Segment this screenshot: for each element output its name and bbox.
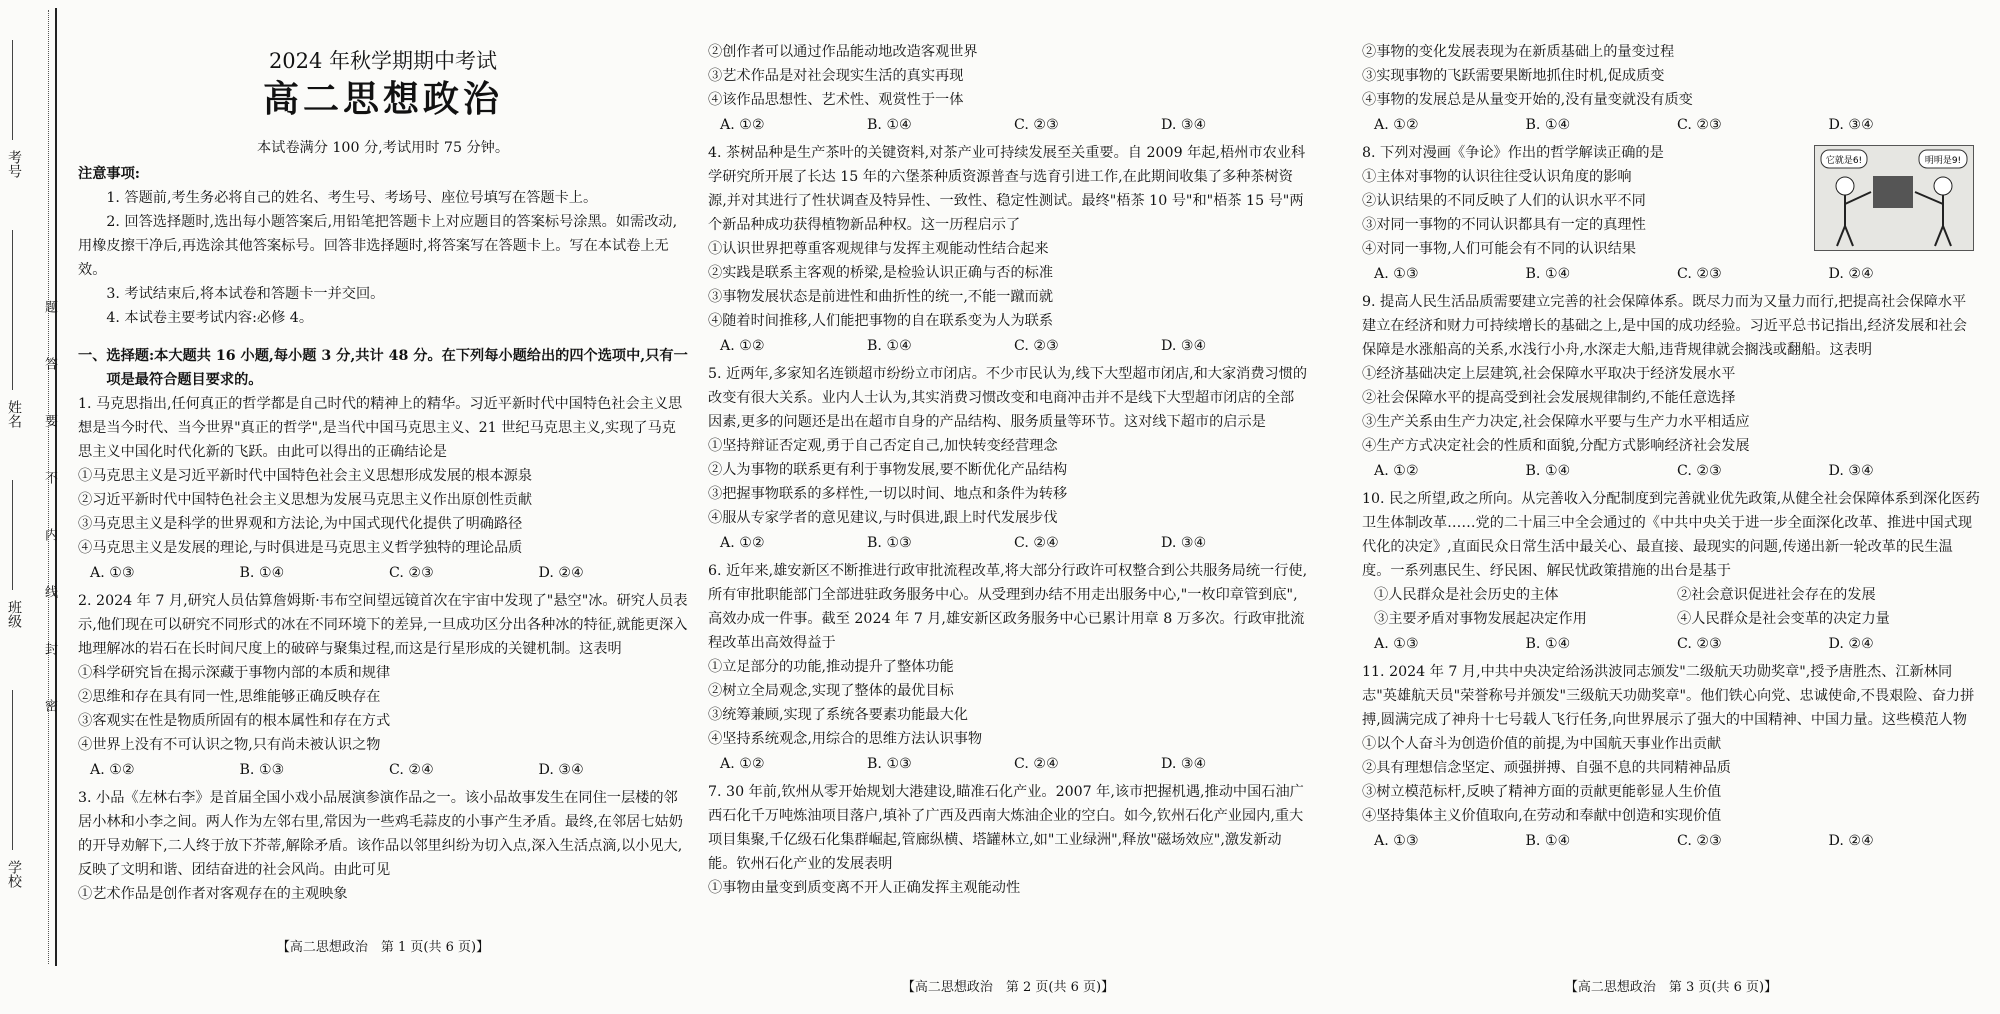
margin-school-label: 学校 xyxy=(6,860,22,888)
option-c: C. ②③ xyxy=(1677,266,1722,282)
q8-item: ②认识结果的不同反映了人们的认识水平不同 xyxy=(1362,193,1646,209)
q1-item: ①马克思主义是习近平新时代中国特色社会主义思想形成发展的根本源泉 xyxy=(78,468,533,484)
margin-school-line xyxy=(12,690,14,850)
q8-item: ③对同一事物的不同认识都具有一定的真理性 xyxy=(1362,217,1646,233)
question-8-block xyxy=(1362,141,1980,286)
q9-item: ②社会保障水平的提高受到社会发展规律制约,不能任意选择 xyxy=(1362,390,1736,406)
exam-year-title: 2024 年秋学期期中考试 xyxy=(268,49,498,73)
question-6-stem: 6. 近年来,雄安新区不断推进行政审批流程改革,将大部分行政许可权整合到公共服务局统一行使,所有审批职能部门全部进驻政务服务中心。从受理到办结不用走出服务中心,"一枚印章管到底",高效办成一件事。截至 2024 年 7 月,雄安新区政务服务中心已累计用章 8 万多次。行政审批流程改革出高效得益于 xyxy=(708,563,1308,651)
margin-class-label: 班级 xyxy=(6,600,22,628)
margin-seal-text xyxy=(40,300,59,756)
q11-item: ②具有理想信念坚定、顽强拼搏、自强不息的共同精神品质 xyxy=(1362,760,1731,776)
q10-items xyxy=(1374,583,1980,631)
option-a: A. ①② xyxy=(1374,463,1419,479)
margin-exam-no-line xyxy=(12,40,14,140)
q5-item: ①坚持辩证否定观,勇于自己否定自己,加快转变经营理念 xyxy=(708,438,1058,454)
q10-item: ①人民群众是社会历史的主体 xyxy=(1374,587,1559,603)
notes-heading: 注意事项: xyxy=(78,166,140,182)
cartoon-left-bubble: 它就是6! xyxy=(1825,156,1863,166)
q7-item: ②事物的变化发展表现为在新质基础上的量变过程 xyxy=(1362,44,1675,60)
q8-options xyxy=(1374,262,1980,286)
option-b: B. ①④ xyxy=(867,338,912,354)
q9-item: ③生产关系由生产力决定,社会保障水平要与生产力水平相适应 xyxy=(1362,414,1750,430)
seal-char: 内 xyxy=(42,528,57,585)
option-d: D. ③④ xyxy=(1161,117,1207,133)
q2-options xyxy=(90,758,688,782)
option-d: D. ②④ xyxy=(1828,833,1874,849)
question-2-stem: 2. 2024 年 7 月,研究人员估算詹姆斯·韦布空间望远镜首次在宇宙中发现了"悬空"冰。研究人员表示,他们现在可以研究不同形式的冰在不同环境下的差异,一旦成功区分出各种冰的特征,就能更深入地理解冰的岩石在长时间尺度上的破碎与聚集过程,而这是行星形成的关键机制。这表明 xyxy=(78,593,688,657)
note-item: 4. 本试卷主要考试内容:必修 4。 xyxy=(106,310,314,326)
question-10-stem: 10. 民之所望,政之所向。从完善收入分配制度到完善就业优先政策,从健全社会保障体系到深化医药卫生体制改革……党的二十届三中全会通过的《中共中央关于进一步全面深化改革、推进中国式现代化的决定》,直面民众日常生活中最关心、最直接、最现实的问题,传递出新一轮改革的民生温度。一系列惠民生、纾民困、解民忧政策措施的出台是基于 xyxy=(1362,491,1980,579)
option-a: A. ①③ xyxy=(1374,266,1419,282)
q6-item: ②树立全局观念,实现了整体的最优目标 xyxy=(708,683,954,699)
q5-item: ②人为事物的联系更有利于事物发展,要不断优化产品结构 xyxy=(708,462,1068,478)
option-d: D. ②④ xyxy=(538,565,584,581)
q3-options xyxy=(720,113,1308,137)
option-a: A. ①③ xyxy=(90,565,135,581)
option-c: C. ②③ xyxy=(389,565,434,581)
q5-options xyxy=(720,531,1308,555)
q8-item: ④对同一事物,人们可能会有不同的认识结果 xyxy=(1362,241,1637,257)
q7-item: ③实现事物的飞跃需要果断地抓住时机,促成质变 xyxy=(1362,68,1665,84)
cartoon-dispute-image xyxy=(1814,145,1974,251)
q4-options xyxy=(720,334,1308,358)
option-b: B. ①④ xyxy=(239,565,285,581)
exam-info: 本试卷满分 100 分,考试用时 75 分钟。 xyxy=(256,140,510,156)
option-d: D. ③④ xyxy=(1161,338,1207,354)
seal-char: 题 xyxy=(42,300,57,357)
q3-item: ①艺术作品是创作者对客观存在的主观映象 xyxy=(78,886,348,902)
q2-item: ③客观实在性是物质所固有的根本属性和存在方式 xyxy=(78,713,391,729)
page-2-footer: 【高二思想政治 第 2 页(共 6 页)】 xyxy=(901,980,1115,995)
seal-char: 密 xyxy=(42,699,57,756)
page-1-column xyxy=(78,0,688,974)
option-d: D. ③④ xyxy=(538,762,584,778)
option-c: C. ②③ xyxy=(1677,636,1722,652)
page-2-column xyxy=(708,0,1308,1014)
option-b: B. ①③ xyxy=(239,762,285,778)
option-d: D. ②④ xyxy=(1828,266,1874,282)
q1-item: ③马克思主义是科学的世界观和方法论,为中国式现代化提供了明确路径 xyxy=(78,516,523,532)
note-item: 2. 回答选择题时,选出每小题答案后,用铅笔把答题卡上对应题目的答案标号涂黑。如需改动,用橡皮擦干净后,再选涂其他答案标号。回答非选择题时,将答案写在答题卡上。写在本试卷上无效。 xyxy=(78,214,678,278)
seal-char: 线 xyxy=(42,585,57,642)
option-a: A. ①③ xyxy=(1374,636,1419,652)
q2-item: ②思维和存在具有同一性,思维能够正确反映存在 xyxy=(78,689,381,705)
binding-margin xyxy=(0,0,62,974)
cartoon-drawing xyxy=(1815,146,1973,250)
cartoon-right-bubble: 明明是9! xyxy=(1924,156,1962,166)
margin-name-line xyxy=(12,230,14,390)
q1-item: ②习近平新时代中国特色社会主义思想为发展马克思主义作出原创性贡献 xyxy=(78,492,533,508)
q10-item: ③主要矛盾对事物发展起决定作用 xyxy=(1374,611,1587,627)
q2-item: ①科学研究旨在揭示深藏于事物内部的本质和规律 xyxy=(78,665,391,681)
q5-item: ④服从专家学者的意见建议,与时俱进,跟上时代发展步伐 xyxy=(708,510,1058,526)
page-1-footer: 【高二思想政治 第 1 页(共 6 页)】 xyxy=(276,940,490,955)
question-11-stem: 11. 2024 年 7 月,中共中央决定给汤洪波同志颁发"二级航天功勋奖章",授予唐胜杰、江新林同志"英雄航天员"荣誉称号并颁发"三级航天功勋奖章"。他们铁心向党、忠诚使命,不畏艰险、奋力拼搏,圆满完成了神舟十七号载人飞行任务,向世界展示了强大的中国精神、中国力量。这些模范人物 xyxy=(1362,664,1975,728)
option-c: C. ②④ xyxy=(389,762,434,778)
option-a: A. ①② xyxy=(1374,117,1419,133)
option-d: D. ③④ xyxy=(1161,535,1207,551)
option-a: A. ①② xyxy=(720,535,765,551)
q10-item: ②社会意识促进社会存在的发展 xyxy=(1677,587,1876,603)
q4-item: ②实践是联系主客观的桥梁,是检验认识正确与否的标准 xyxy=(708,265,1054,281)
question-1-stem: 1. 马克思指出,任何真正的哲学都是自己时代的精神上的精华。习近平新时代中国特色社会主义思想是当今时代、当今世界"真正的哲学",是当代中国马克思主义、21 世纪马克思主义,实现了马克思主义中国化时代化新的飞跃。由此可以得出的正确结论是 xyxy=(78,396,683,460)
option-b: B. ①④ xyxy=(867,117,912,133)
note-item: 3. 考试结束后,将本试卷和答题卡一并交回。 xyxy=(106,286,385,302)
q4-item: ①认识世界把尊重客观规律与发挥主观能动性结合起来 xyxy=(708,241,1049,257)
question-5-stem: 5. 近两年,多家知名连锁超市纷纷立市闭店。不少市民认为,线下大型超市闭店,和大家消费习惯的改变有很大关系。业内人士认为,其实消费习惯改变和电商冲击并不是线下大型超市闭店的全部因素,更多的问题还是出在超市自身的产品结构、服务质量等环节。这对线下超市的启示是 xyxy=(708,366,1308,430)
q2-item: ④世界上没有不可认识之物,只有尚未被认识之物 xyxy=(78,737,381,753)
question-4-stem: 4. 茶树品种是生产茶叶的关键资料,对茶产业可持续发展至关重要。自 2009 年起,梧州市农业科学研究所开展了长达 15 年的六堡茶种质资源普查与选育引进工作,在此期间收集了多种茶树资源,并对其进行了性状调查及特异性、一致性、稳定性测试。最终"梧茶 10 号"和"梧茶 15 号"两个新品种成功获得植物新品种权。这一历程启示了 xyxy=(708,145,1306,233)
option-c: C. ②④ xyxy=(1014,535,1059,551)
option-d: D. ②④ xyxy=(1828,636,1874,652)
q9-options xyxy=(1374,459,1980,483)
option-a: A. ①③ xyxy=(1374,833,1419,849)
q7-item: ④事物的发展总是从量变开始的,没有量变就没有质变 xyxy=(1362,92,1693,108)
option-c: C. ②③ xyxy=(1677,117,1722,133)
q3-item: ②创作者可以通过作品能动地改造客观世界 xyxy=(708,44,978,60)
note-item: 1. 答题前,考生务必将自己的姓名、考生号、考场号、座位号填写在答题卡上。 xyxy=(106,190,598,206)
q11-item: ④坚持集体主义价值取向,在劳动和奉献中创造和实现价值 xyxy=(1362,808,1722,824)
question-9-stem: 9. 提高人民生活品质需要建立完善的社会保障体系。既尽力而为又量力而行,把提高社会保障水平建立在经济和财力可持续增长的基础之上,是中国的成功经验。习近平总书记指出,经济发展和社会保障是水涨船高的关系,水浅行小舟,水深走大船,违背规律就会搁浅或翻船。这表明 xyxy=(1362,294,1967,358)
option-b: B. ①④ xyxy=(1525,117,1571,133)
page-3-column xyxy=(1362,0,1980,1014)
option-a: A. ①② xyxy=(720,338,765,354)
margin-name-label: 姓名 xyxy=(6,400,22,428)
option-c: C. ②④ xyxy=(1014,756,1059,772)
seal-char: 不 xyxy=(42,471,57,528)
q6-item: ④坚持系统观念,用综合的思维方法认识事物 xyxy=(708,731,983,747)
q4-item: ③事物发展状态是前进性和曲折性的统一,不能一蹴而就 xyxy=(708,289,1054,305)
q7-options xyxy=(1374,113,1980,137)
margin-class-line xyxy=(12,480,14,590)
option-c: C. ②③ xyxy=(1677,463,1722,479)
question-7-stem: 7. 30 年前,钦州从零开始规划大港建设,瞄准石化产业。2007 年,该市把握机遇,推动中国石油广西石化千万吨炼油项目落户,填补了广西及西南大炼油企业的空白。如今,钦州石化产业园内,重大项目集聚,千亿级石化集群崛起,管廊纵横、塔罐林立,如"工业绿洲",释放"磁场效应",激发新动能。钦州石化产业的发展表明 xyxy=(708,784,1304,872)
option-b: B. ①④ xyxy=(1525,636,1571,652)
q7-item: ①事物由量变到质变离不开人正确发挥主观能动性 xyxy=(708,880,1021,896)
option-c: C. ②③ xyxy=(1014,338,1059,354)
q11-options xyxy=(1374,829,1980,853)
option-c: C. ②③ xyxy=(1677,833,1722,849)
option-b: B. ①④ xyxy=(1525,266,1571,282)
option-b: B. ①④ xyxy=(1525,833,1571,849)
margin-exam-no-label: 考号 xyxy=(6,150,22,178)
q9-item: ④生产方式决定社会的性质和面貌,分配方式影响经济社会发展 xyxy=(1362,438,1750,454)
question-8-stem: 8. 下列对漫画《争论》作出的哲学解读正确的是 xyxy=(1362,145,1664,161)
q6-item: ③统筹兼顾,实现了系统各要素功能最大化 xyxy=(708,707,968,723)
option-b: B. ①③ xyxy=(867,756,912,772)
q11-item: ①以个人奋斗为创造价值的前提,为中国航天事业作出贡献 xyxy=(1362,736,1722,752)
option-a: A. ①② xyxy=(720,756,765,772)
q1-item: ④马克思主义是发展的理论,与时俱进是马克思主义哲学独特的理论品质 xyxy=(78,540,523,556)
q11-item: ③树立模范标杆,反映了精神方面的贡献更能彰显人生价值 xyxy=(1362,784,1722,800)
option-d: D. ③④ xyxy=(1828,117,1874,133)
option-a: A. ①② xyxy=(720,117,765,133)
option-d: D. ③④ xyxy=(1161,756,1207,772)
q3-item: ④该作品思想性、艺术性、观赏性于一体 xyxy=(708,92,964,108)
option-d: D. ③④ xyxy=(1828,463,1874,479)
subject-title: 高二思想政治 xyxy=(262,78,503,120)
q10-options xyxy=(1374,632,1980,656)
option-b: B. ①④ xyxy=(1525,463,1571,479)
q9-item: ①经济基础决定上层建筑,社会保障水平取决于经济发展水平 xyxy=(1362,366,1736,382)
q4-item: ④随着时间推移,人们能把事物的自在联系变为人为联系 xyxy=(708,313,1054,329)
page-3-footer: 【高二思想政治 第 3 页(共 6 页)】 xyxy=(1564,980,1778,995)
q6-options xyxy=(720,752,1308,776)
q10-item: ④人民群众是社会变革的决定力量 xyxy=(1677,611,1890,627)
seal-char: 封 xyxy=(42,642,57,699)
q8-item: ①主体对事物的认识往往受认识角度的影响 xyxy=(1362,169,1632,185)
seal-char: 答 xyxy=(42,357,57,414)
option-b: B. ①③ xyxy=(867,535,912,551)
seal-char: 要 xyxy=(42,414,57,471)
option-a: A. ①② xyxy=(90,762,135,778)
q6-item: ①立足部分的功能,推动提升了整体功能 xyxy=(708,659,954,675)
option-c: C. ②③ xyxy=(1014,117,1059,133)
section-heading: 一、选择题:本大题共 16 小题,每小题 3 分,共计 48 分。在下列每小题给出的四个选项中,只有一项是最符合题目要求的。 xyxy=(78,348,688,388)
q1-options xyxy=(90,561,688,585)
question-3-stem: 3. 小品《左林右李》是首届全国小戏小品展演参演作品之一。该小品故事发生在同住一层楼的邻居小林和小李之间。两人作为左邻右里,常因为一些鸡毛蒜皮的小事产生矛盾。最终,在邻居七姑奶的开导劝解下,二人终于放下芥蒂,解除矛盾。该作品以邻里纠纷为切入点,深入生活点滴,以小见大,反映了文明和谐、团结奋进的社会风尚。由此可见 xyxy=(78,790,683,878)
q5-item: ③把握事物联系的多样性,一切以时间、地点和条件为转移 xyxy=(708,486,1068,502)
q3-item: ③艺术作品是对社会现实生活的真实再现 xyxy=(708,68,964,84)
